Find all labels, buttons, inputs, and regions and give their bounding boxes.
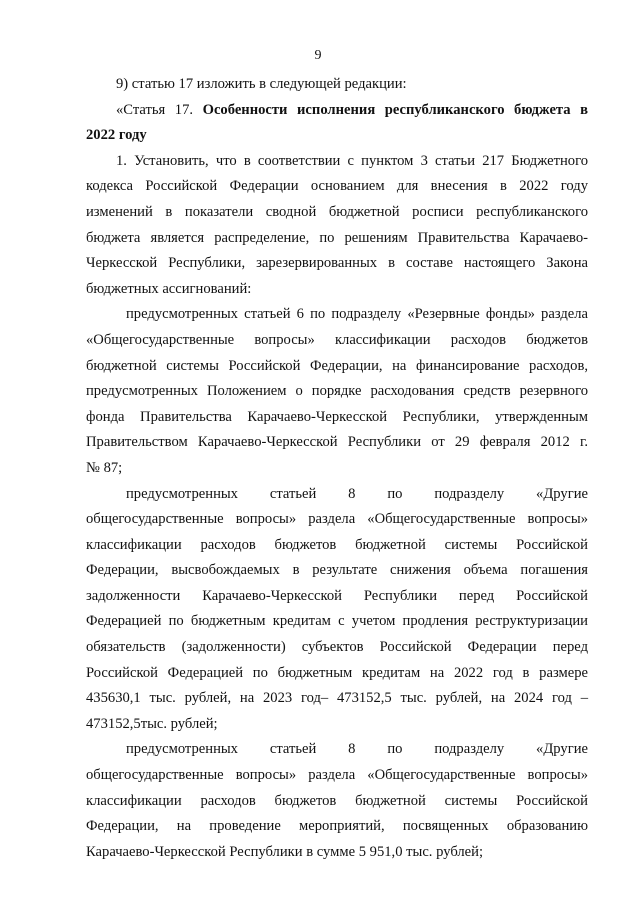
item-1-line: «Общегосударственные вопросы» классификации расходов бюджетов	[86, 331, 588, 348]
paragraph-1-line: Черкесской Республики, зарезервированных в составе настоящего Закона	[86, 255, 588, 272]
item-1-line: предусмотренных статьей 6 по подразделу «Резервные фонды» раздела	[126, 306, 588, 323]
article-title: Особенности исполнения республиканского бюджета в	[202, 101, 588, 118]
item-3-line: Карачаево-Черкесской Республики в сумме 5 951,0 тыс. рублей;	[86, 843, 484, 860]
item-1-line: Правительством Карачаево-Черкесской Республики от 29 февраля 2012 г.	[86, 434, 588, 451]
item-3-line: классификации расходов бюджетов бюджетной системы Российской	[86, 792, 588, 809]
page-number: 9	[314, 48, 322, 63]
item-2-line: классификации расходов бюджетов бюджетной системы Российской	[86, 536, 588, 553]
item-2-line: 473152,5тыс. рублей;	[86, 715, 218, 732]
article-label: «Статья 17.	[116, 101, 203, 118]
item-3-line: Федерации, на проведение мероприятий, посвященных образованию	[86, 818, 588, 835]
item-1-line: бюджетной системы Российской Федерации, на финансирование расходов,	[86, 357, 588, 374]
item-1-line: предусмотренных Положением о порядке расходования средств резервного	[86, 383, 588, 400]
item-3-line: предусмотренных статьей 8 по подразделу «Другие	[126, 741, 588, 758]
paragraph-1-line: бюджета является распределение, по решениям Правительства Карачаево-	[86, 229, 588, 246]
item-2-line: предусмотренных статьей 8 по подразделу «Другие	[126, 485, 588, 502]
paragraph-1-line: бюджетных ассигнований:	[86, 280, 252, 297]
item-1-line: фонда Правительства Карачаево-Черкесской Республики, утвержденным	[86, 408, 588, 425]
item-2-line: 435630,1 тыс. рублей, на 2023 год– 473152,5 тыс. рублей, на 2024 год –	[86, 690, 588, 707]
paragraph-1-line: 1. Установить, что в соответствии с пунктом 3 статьи 217 Бюджетного	[116, 152, 588, 169]
item-1-line: № 87;	[86, 459, 123, 476]
article-heading-line-1	[86, 98, 588, 124]
document-body	[86, 72, 588, 865]
item-2-line: Федерацией по бюджетным кредитам с учетом продления реструктуризации	[86, 613, 588, 630]
item-2-line: обязательств (задолженности) субъектов Российской Федерации перед	[86, 639, 588, 656]
item-2-line: задолженности Карачаево-Черкесской Республики перед Российской	[86, 587, 588, 604]
amendment-intro: 9) статью 17 изложить в следующей редакции:	[116, 76, 407, 92]
item-2-line: общегосударственные вопросы» раздела «Общегосударственные вопросы»	[86, 511, 588, 528]
item-2-line: Российской Федерацией по бюджетным кредитам на 2022 год в размере	[86, 664, 588, 681]
item-2-line: Федерации, высвобождаемых в результате снижения объема погашения	[86, 562, 588, 579]
paragraph-1-line: кодекса Российской Федерации основанием для внесения в 2022 году	[86, 178, 588, 195]
item-3-line: общегосударственные вопросы» раздела «Общегосударственные вопросы»	[86, 767, 588, 784]
paragraph-1-line: изменений в показатели сводной бюджетной росписи республиканского	[86, 203, 588, 220]
article-heading-line-2: 2022 году	[86, 127, 147, 144]
